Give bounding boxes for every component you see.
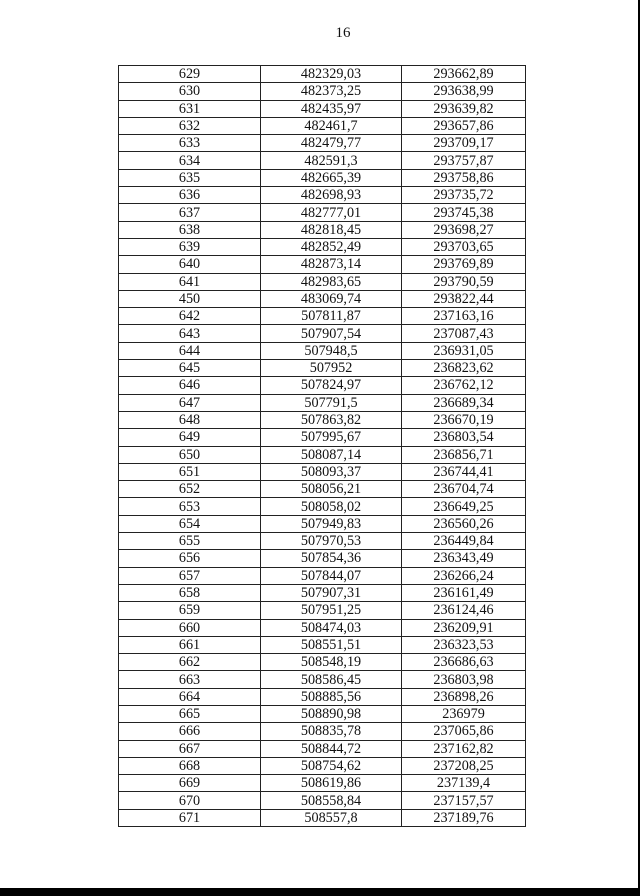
point-number-cell: 665 <box>119 705 261 722</box>
y-coordinate-cell: 293662,89 <box>402 66 526 83</box>
table-row <box>119 602 526 619</box>
point-number-cell: 671 <box>119 809 261 826</box>
x-coordinate-cell: 482435,97 <box>261 100 402 117</box>
x-coordinate-cell: 507907,31 <box>261 584 402 601</box>
y-coordinate-cell: 293703,65 <box>402 238 526 255</box>
table-row <box>119 705 526 722</box>
x-coordinate-cell: 508093,37 <box>261 463 402 480</box>
y-coordinate-cell: 236931,05 <box>402 342 526 359</box>
x-coordinate-cell: 508474,03 <box>261 619 402 636</box>
point-number-cell: 630 <box>119 83 261 100</box>
point-number-cell: 649 <box>119 429 261 446</box>
x-coordinate-cell: 507907,54 <box>261 325 402 342</box>
y-coordinate-cell: 236560,26 <box>402 515 526 532</box>
point-number-cell: 670 <box>119 792 261 809</box>
page-number: 16 <box>335 25 351 41</box>
y-coordinate-cell: 293698,27 <box>402 221 526 238</box>
x-coordinate-cell: 482461,7 <box>261 117 402 134</box>
y-coordinate-cell: 236266,24 <box>402 567 526 584</box>
table-row <box>119 152 526 169</box>
x-coordinate-cell: 508586,45 <box>261 671 402 688</box>
y-coordinate-cell: 293638,99 <box>402 83 526 100</box>
point-number-cell: 656 <box>119 550 261 567</box>
x-coordinate-cell: 508087,14 <box>261 446 402 463</box>
point-number-cell: 667 <box>119 740 261 757</box>
y-coordinate-cell: 293639,82 <box>402 100 526 117</box>
y-coordinate-cell: 237157,57 <box>402 792 526 809</box>
x-coordinate-cell: 507844,07 <box>261 567 402 584</box>
point-number-cell: 654 <box>119 515 261 532</box>
point-number-cell: 647 <box>119 394 261 411</box>
point-number-cell: 637 <box>119 204 261 221</box>
y-coordinate-cell: 293745,38 <box>402 204 526 221</box>
x-coordinate-cell: 508548,19 <box>261 654 402 671</box>
table-row <box>119 446 526 463</box>
table-row <box>119 636 526 653</box>
y-coordinate-cell: 237189,76 <box>402 809 526 826</box>
y-coordinate-cell: 293709,17 <box>402 135 526 152</box>
point-number-cell: 629 <box>119 66 261 83</box>
x-coordinate-cell: 507970,53 <box>261 533 402 550</box>
y-coordinate-cell: 236898,26 <box>402 688 526 705</box>
table-row <box>119 757 526 774</box>
x-coordinate-cell: 482852,49 <box>261 238 402 255</box>
point-number-cell: 634 <box>119 152 261 169</box>
table-row <box>119 550 526 567</box>
y-coordinate-cell: 236161,49 <box>402 584 526 601</box>
x-coordinate-cell: 507791,5 <box>261 394 402 411</box>
x-coordinate-cell: 508890,98 <box>261 705 402 722</box>
point-number-cell: 669 <box>119 775 261 792</box>
point-number-cell: 650 <box>119 446 261 463</box>
x-coordinate-cell: 482591,3 <box>261 152 402 169</box>
table-row <box>119 325 526 342</box>
point-number-cell: 651 <box>119 463 261 480</box>
y-coordinate-cell: 293822,44 <box>402 290 526 307</box>
point-number-cell: 632 <box>119 117 261 134</box>
table-row <box>119 775 526 792</box>
table-row <box>119 377 526 394</box>
table-row <box>119 654 526 671</box>
x-coordinate-cell: 507863,82 <box>261 411 402 428</box>
point-number-cell: 450 <box>119 290 261 307</box>
table-row <box>119 308 526 325</box>
x-coordinate-cell: 507952 <box>261 360 402 377</box>
table-row <box>119 515 526 532</box>
x-coordinate-cell: 507824,97 <box>261 377 402 394</box>
x-coordinate-cell: 482777,01 <box>261 204 402 221</box>
coordinates-table <box>118 65 526 827</box>
point-number-cell: 648 <box>119 411 261 428</box>
point-number-cell: 645 <box>119 360 261 377</box>
x-coordinate-cell: 483069,74 <box>261 290 402 307</box>
x-coordinate-cell: 508551,51 <box>261 636 402 653</box>
point-number-cell: 643 <box>119 325 261 342</box>
point-number-cell: 633 <box>119 135 261 152</box>
x-coordinate-cell: 508056,21 <box>261 481 402 498</box>
x-coordinate-cell: 507995,67 <box>261 429 402 446</box>
y-coordinate-cell: 236649,25 <box>402 498 526 515</box>
x-coordinate-cell: 482983,65 <box>261 273 402 290</box>
point-number-cell: 655 <box>119 533 261 550</box>
table-row <box>119 463 526 480</box>
y-coordinate-cell: 237139,4 <box>402 775 526 792</box>
x-coordinate-cell: 482873,14 <box>261 256 402 273</box>
coordinates-table-body <box>119 66 526 827</box>
point-number-cell: 666 <box>119 723 261 740</box>
x-coordinate-cell: 482698,93 <box>261 187 402 204</box>
y-coordinate-cell: 237162,82 <box>402 740 526 757</box>
point-number-cell: 658 <box>119 584 261 601</box>
point-number-cell: 653 <box>119 498 261 515</box>
table-row <box>119 342 526 359</box>
table-row <box>119 723 526 740</box>
table-row <box>119 100 526 117</box>
table-row <box>119 290 526 307</box>
point-number-cell: 640 <box>119 256 261 273</box>
y-coordinate-cell: 237163,16 <box>402 308 526 325</box>
table-row <box>119 221 526 238</box>
x-coordinate-cell: 508844,72 <box>261 740 402 757</box>
point-number-cell: 646 <box>119 377 261 394</box>
point-number-cell: 641 <box>119 273 261 290</box>
x-coordinate-cell: 507854,36 <box>261 550 402 567</box>
table-row <box>119 671 526 688</box>
point-number-cell: 639 <box>119 238 261 255</box>
x-coordinate-cell: 482665,39 <box>261 169 402 186</box>
table-row <box>119 411 526 428</box>
y-coordinate-cell: 236686,63 <box>402 654 526 671</box>
y-coordinate-cell: 236704,74 <box>402 481 526 498</box>
table-row <box>119 187 526 204</box>
table-row <box>119 584 526 601</box>
y-coordinate-cell: 293657,86 <box>402 117 526 134</box>
x-coordinate-cell: 507951,25 <box>261 602 402 619</box>
table-row <box>119 256 526 273</box>
y-coordinate-cell: 236856,71 <box>402 446 526 463</box>
table-row <box>119 498 526 515</box>
x-coordinate-cell: 508557,8 <box>261 809 402 826</box>
x-coordinate-cell: 482479,77 <box>261 135 402 152</box>
table-row <box>119 688 526 705</box>
table-row <box>119 809 526 826</box>
table-row <box>119 117 526 134</box>
table-row <box>119 619 526 636</box>
point-number-cell: 660 <box>119 619 261 636</box>
x-coordinate-cell: 508885,56 <box>261 688 402 705</box>
point-number-cell: 631 <box>119 100 261 117</box>
y-coordinate-cell: 237065,86 <box>402 723 526 740</box>
point-number-cell: 652 <box>119 481 261 498</box>
table-row <box>119 66 526 83</box>
y-coordinate-cell: 293735,72 <box>402 187 526 204</box>
y-coordinate-cell: 237208,25 <box>402 757 526 774</box>
x-coordinate-cell: 507811,87 <box>261 308 402 325</box>
y-coordinate-cell: 236670,19 <box>402 411 526 428</box>
point-number-cell: 636 <box>119 187 261 204</box>
point-number-cell: 659 <box>119 602 261 619</box>
point-number-cell: 638 <box>119 221 261 238</box>
y-coordinate-cell: 236803,98 <box>402 671 526 688</box>
x-coordinate-cell: 482329,03 <box>261 66 402 83</box>
table-row <box>119 204 526 221</box>
point-number-cell: 644 <box>119 342 261 359</box>
table-row <box>119 83 526 100</box>
y-coordinate-cell: 293758,86 <box>402 169 526 186</box>
y-coordinate-cell: 236823,62 <box>402 360 526 377</box>
x-coordinate-cell: 508558,84 <box>261 792 402 809</box>
table-row <box>119 533 526 550</box>
point-number-cell: 663 <box>119 671 261 688</box>
table-row <box>119 135 526 152</box>
y-coordinate-cell: 236803,54 <box>402 429 526 446</box>
table-row <box>119 429 526 446</box>
y-coordinate-cell: 236323,53 <box>402 636 526 653</box>
table-row <box>119 481 526 498</box>
y-coordinate-cell: 236209,91 <box>402 619 526 636</box>
x-coordinate-cell: 508754,62 <box>261 757 402 774</box>
table-row <box>119 360 526 377</box>
table-row <box>119 273 526 290</box>
y-coordinate-cell: 293757,87 <box>402 152 526 169</box>
point-number-cell: 642 <box>119 308 261 325</box>
table-row <box>119 169 526 186</box>
y-coordinate-cell: 236979 <box>402 705 526 722</box>
y-coordinate-cell: 236343,49 <box>402 550 526 567</box>
x-coordinate-cell: 508619,86 <box>261 775 402 792</box>
y-coordinate-cell: 293769,89 <box>402 256 526 273</box>
point-number-cell: 664 <box>119 688 261 705</box>
table-row <box>119 792 526 809</box>
x-coordinate-cell: 508835,78 <box>261 723 402 740</box>
point-number-cell: 635 <box>119 169 261 186</box>
point-number-cell: 657 <box>119 567 261 584</box>
x-coordinate-cell: 507949,83 <box>261 515 402 532</box>
y-coordinate-cell: 236744,41 <box>402 463 526 480</box>
table-row <box>119 567 526 584</box>
y-coordinate-cell: 236449,84 <box>402 533 526 550</box>
y-coordinate-cell: 236689,34 <box>402 394 526 411</box>
y-coordinate-cell: 236762,12 <box>402 377 526 394</box>
point-number-cell: 668 <box>119 757 261 774</box>
table-row <box>119 740 526 757</box>
table-row <box>119 238 526 255</box>
x-coordinate-cell: 508058,02 <box>261 498 402 515</box>
table-row <box>119 394 526 411</box>
y-coordinate-cell: 293790,59 <box>402 273 526 290</box>
x-coordinate-cell: 507948,5 <box>261 342 402 359</box>
y-coordinate-cell: 236124,46 <box>402 602 526 619</box>
point-number-cell: 661 <box>119 636 261 653</box>
y-coordinate-cell: 237087,43 <box>402 325 526 342</box>
point-number-cell: 662 <box>119 654 261 671</box>
x-coordinate-cell: 482818,45 <box>261 221 402 238</box>
x-coordinate-cell: 482373,25 <box>261 83 402 100</box>
